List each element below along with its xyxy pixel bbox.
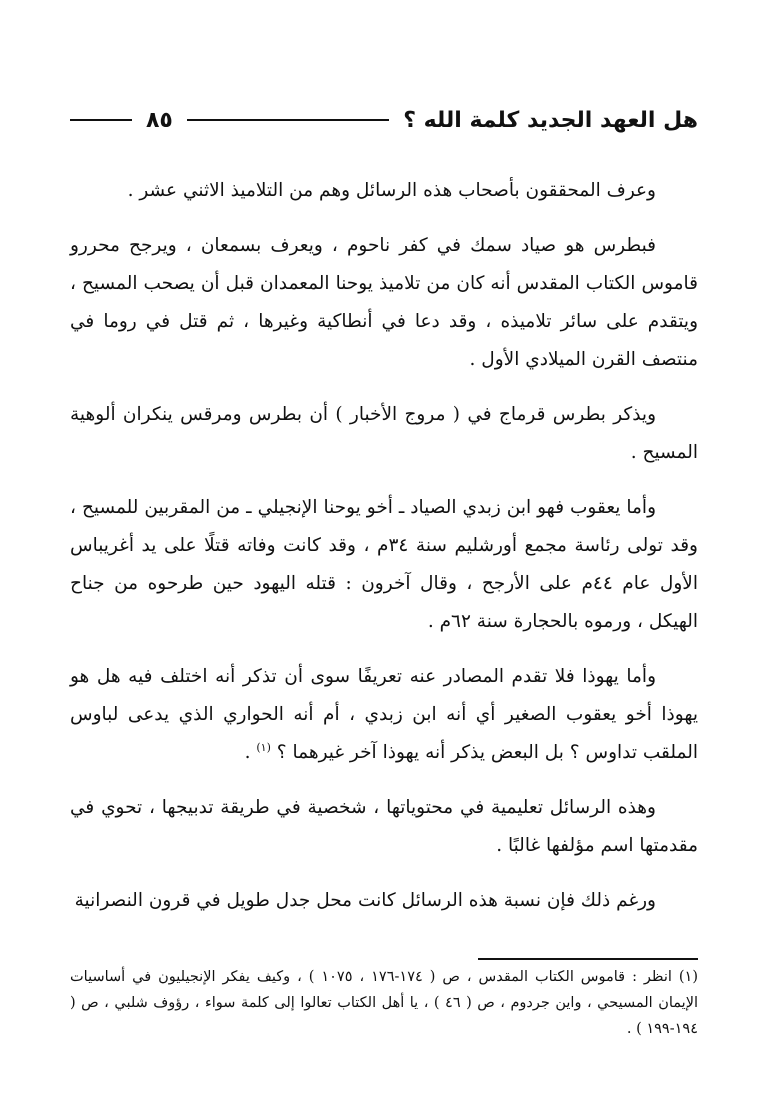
paragraph-5-text: وأما يهوذا فلا تقدم المصادر عنه تعريفًا سوى أن تذكر أنه اختلف فيه هل هو يهوذا أخو يعقوب الصغير أي أنه ابن زبدي ، أم أنه الحواري الذي يدعى لباوس الملقب تداوس ؟ بل البعض يذكر أنه يهوذا آخر غيرهما ؟ <box>70 666 698 763</box>
header-rule-short <box>70 119 132 121</box>
running-title: هل العهد الجديد كلمة الله ؟ <box>403 107 698 133</box>
paragraph-3: ويذكر بطرس قرماج في ( مروج الأخبار ) أن بطرس ومرقس ينكران ألوهية المسيح . <box>70 404 698 463</box>
paragraph-6: وهذه الرسائل تعليمية في محتوياتها ، شخصية في طريقة تدبيجها ، تحوي في مقدمتها اسم مؤلفها غالبًا . <box>70 797 698 856</box>
header-rule-long <box>187 119 389 121</box>
footnote-reference-marker: (١) <box>256 740 271 754</box>
paragraph-1: وعرف المحققون بأصحاب هذه الرسائل وهم من التلاميذ الاثني عشر . <box>127 180 656 201</box>
paragraph-5 <box>70 658 698 772</box>
page-body <box>70 172 698 937</box>
paragraph-4: وأما يعقوب فهو ابن زبدي الصياد ـ أخو يوحنا الإنجيلي ـ من المقربين للمسيح ، وقد تولى رئاسة مجمع أورشليم سنة ٣٤م ، وقد كانت وفاته قتلًا على يد أغريباس الأول عام ٤٤م على الأرجح ، وقال آخرون : قتله اليهود حين طرحوه من جناح الهيكل ، ورموه بالحجارة سنة ٦٢م . <box>70 497 698 632</box>
page-number: ٨٥ <box>146 107 173 133</box>
running-header <box>70 100 698 140</box>
footnote: (١) انظر : قاموس الكتاب المقدس ، ص ( ١٧٤-١٧٦ ، ١٠٧٥ ) ، وكيف يفكر الإنجيليون في أساسيات الإيمان المسيحي ، واين جردوم ، ص ( ٤٦ ) ، يا أهل الكتاب تعالوا إلى كلمة سواء ، رؤوف شلبي ، ص ( ١٩٤-١٩٩ ) . <box>70 969 698 1037</box>
footnote-separator <box>478 958 698 960</box>
paragraph-2: فبطرس هو صياد سمك في كفر ناحوم ، ويعرف بسمعان ، ويرجح محررو قاموس الكتاب المقدس أنه كان من تلاميذ يوحنا المعمدان قبل أن يصحب المسيح ، ويتقدم على سائر تلاميذه ، وقد دعا في أنطاكية وغيرها ، ثم قتل في روما في منتصف القرن الميلادي الأول . <box>70 235 698 370</box>
paragraph-5-end: . <box>244 742 257 763</box>
paragraph-7: ورغم ذلك فإن نسبة هذه الرسائل كانت محل جدل طويل في قرون النصرانية <box>74 890 656 911</box>
